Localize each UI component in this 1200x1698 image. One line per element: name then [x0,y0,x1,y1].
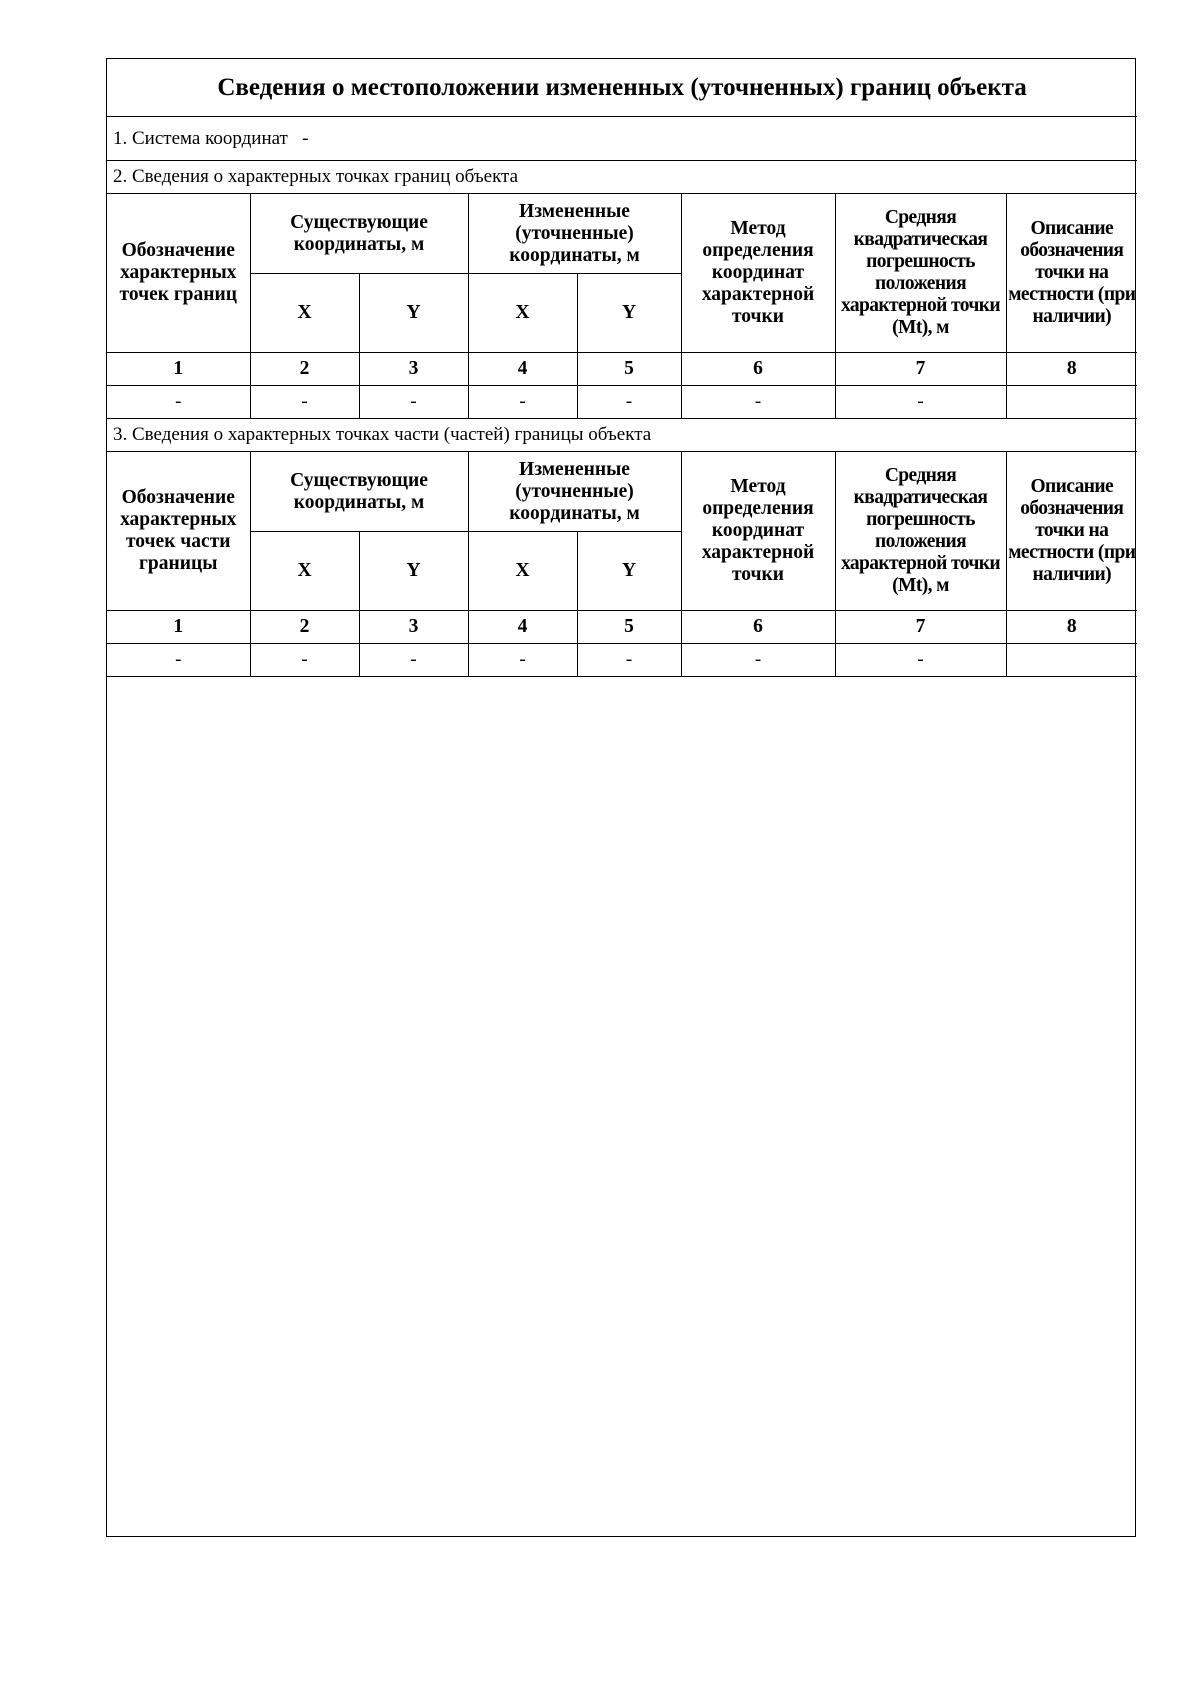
column-number: 7 [835,353,1006,386]
header-existing-coords: Существующие координаты, м [250,452,468,532]
table-row [107,386,1137,419]
column-number: 7 [835,611,1006,644]
column-number-row [107,353,1137,386]
document-title: Сведения о местоположении измененных (уточненных) границ объекта [107,59,1137,117]
table-cell [1006,644,1137,677]
header-existing-y: Y [359,532,468,611]
column-number: 5 [577,353,681,386]
table-cell: - [359,386,468,419]
column-number: 3 [359,611,468,644]
table-cell: - [107,386,250,419]
table-cell: - [359,644,468,677]
section3-title: 3. Сведения о характерных точках части (частей) границы объекта [107,419,1137,452]
section2-title: 2. Сведения о характерных точках границ объекта [107,161,1137,194]
column-number: 2 [250,611,359,644]
table-cell: - [577,386,681,419]
coordinate-system-value: - [302,127,309,149]
table-cell: - [250,386,359,419]
header-changed-y: Y [577,274,681,353]
table-cell [1006,386,1137,419]
column-number: 6 [681,611,835,644]
header-error: Средняя квадратическая погрешность положения характерной точки (Mt), м [835,452,1006,611]
column-number: 5 [577,611,681,644]
table-cell: - [468,386,577,419]
column-number: 6 [681,353,835,386]
column-number: 8 [1006,353,1137,386]
table-cell: - [468,644,577,677]
document-page [106,58,1136,1537]
header-existing-x: X [250,532,359,611]
column-number: 8 [1006,611,1137,644]
table-cell: - [681,644,835,677]
header-existing-y: Y [359,274,468,353]
table-cell: - [250,644,359,677]
header-changed-x: X [468,274,577,353]
column-number: 1 [107,353,250,386]
coordinate-system-label: 1. Система координат [113,127,288,149]
header-designation: Обозначение характерных точек части границы [107,452,250,611]
header-error: Средняя квадратическая погрешность положения характерной точки (Mt), м [835,194,1006,353]
header-description: Описание обозначения точки на местности (при наличии) [1006,194,1137,353]
column-number: 4 [468,611,577,644]
column-number-row [107,611,1137,644]
column-number: 4 [468,353,577,386]
header-designation: Обозначение характерных точек границ [107,194,250,353]
header-existing-x: X [250,274,359,353]
boundary-form-table [107,59,1137,677]
header-changed-coords: Измененные (уточненные) координаты, м [468,452,681,532]
table-cell: - [681,386,835,419]
column-number: 3 [359,353,468,386]
table-cell: - [835,644,1006,677]
header-changed-coords: Измененные (уточненные) координаты, м [468,194,681,274]
column-number: 2 [250,353,359,386]
table-row [107,644,1137,677]
header-changed-y: Y [577,532,681,611]
column-number: 1 [107,611,250,644]
table-cell: - [577,644,681,677]
header-changed-x: X [468,532,577,611]
header-existing-coords: Существующие координаты, м [250,194,468,274]
table-cell: - [835,386,1006,419]
table-cell: - [107,644,250,677]
header-method: Метод определения координат характерной точки [681,452,835,611]
header-description: Описание обозначения точки на местности (при наличии) [1006,452,1137,611]
coordinate-system-row [107,117,1137,161]
header-method: Метод определения координат характерной точки [681,194,835,353]
